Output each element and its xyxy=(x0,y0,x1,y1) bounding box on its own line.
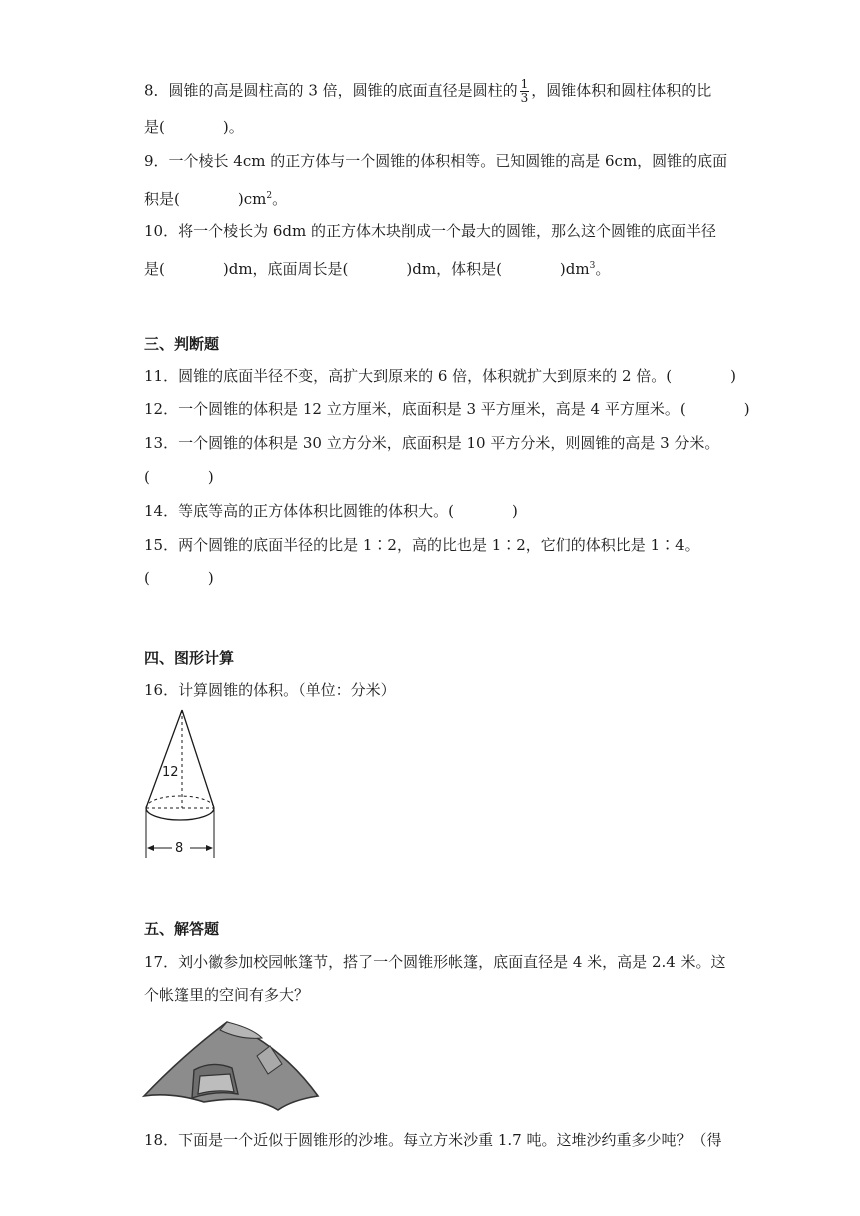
q15-text-a: 15．两个圆锥的底面半径的比是 1∶2，高的比也是 1∶2，它们的体积比是 1∶4。 xyxy=(144,536,700,554)
question-9-line1 xyxy=(144,151,727,171)
q13-text-b2: ) xyxy=(207,468,214,486)
cone-left-edge xyxy=(146,710,182,808)
q13-text-a: 13．一个圆锥的体积是 30 立方分米，底面积是 10 平方分米，则圆锥的高是 3 分米。 xyxy=(144,434,720,452)
question-13-line2 xyxy=(144,467,214,487)
q10-text-b2: )dm，底面周长是( xyxy=(222,260,349,278)
question-10-line2 xyxy=(144,256,610,279)
q18-text-a: 18．下面是一个近似于圆锥形的沙堆。每立方米沙重 1.7 吨。这堆沙约重多少吨？（得 xyxy=(144,1131,722,1149)
q9-text-b1: 积是( xyxy=(144,190,180,208)
q9-superscript: 2 xyxy=(266,191,273,201)
question-15-line2 xyxy=(144,568,214,588)
section-heading-figure-calc: 四、图形计算 xyxy=(144,649,235,667)
q9-text-b2: )cm xyxy=(237,190,267,208)
question-16 xyxy=(144,680,396,700)
q14-text-a: 14．等底等高的正方体体积比圆锥的体积大。( xyxy=(144,502,454,520)
q10-text-b3: )dm，体积是( xyxy=(406,260,502,278)
q14-text-b: ) xyxy=(511,502,518,520)
question-8-line2 xyxy=(144,117,244,137)
section-heading-judgement: 三、判断题 xyxy=(144,335,220,353)
tent-body xyxy=(144,1022,318,1110)
q10-text-b1: 是( xyxy=(144,260,165,278)
section-heading-solve: 五、解答题 xyxy=(144,920,220,938)
fraction-denominator: 3 xyxy=(520,91,529,105)
cone-base-front xyxy=(146,808,214,820)
q11-text-a: 11．圆锥的底面半径不变，高扩大到原来的 6 倍，体积就扩大到原来的 2 倍。( xyxy=(144,367,673,385)
q12-text-a: 12．一个圆锥的体积是 12 立方厘米，底面积是 3 平方厘米，高是 4 平方厘米。( xyxy=(144,400,686,418)
q12-text-b: ) xyxy=(743,400,750,418)
question-17-line2 xyxy=(144,985,309,1005)
q8-text-a: 8．圆锥的高是圆柱高的 3 倍，圆锥的底面直径是圆柱的 xyxy=(144,81,518,100)
q15-text-b1: ( xyxy=(144,569,150,587)
cone-base-back xyxy=(146,796,214,808)
q9-text-a: 9．一个棱长 4cm 的正方体与一个圆锥的体积相等。已知圆锥的高是 6cm，圆锥的底面 xyxy=(144,152,728,170)
question-15-line1 xyxy=(144,535,700,555)
q8-text-b: ，圆锥体积和圆柱体积的比 xyxy=(531,81,712,100)
q10-text-a: 10．将一个棱长为 6dm 的正方体木块削成一个最大的圆锥，那么这个圆锥的底面半径 xyxy=(144,222,716,240)
cone-figure xyxy=(138,704,228,860)
diameter-label: 8 xyxy=(175,841,184,856)
q11-text-b: ) xyxy=(730,367,736,385)
question-14 xyxy=(144,501,518,521)
tent-door-icon xyxy=(198,1074,234,1094)
question-10-line1 xyxy=(144,221,716,241)
q15-text-b2: ) xyxy=(207,569,214,587)
q9-text-b3: 。 xyxy=(272,190,288,208)
q16-text: 16．计算圆锥的体积。（单位：分米） xyxy=(144,681,396,699)
q13-text-b1: ( xyxy=(144,468,150,486)
arrow-right-icon xyxy=(206,845,213,851)
question-13-line1 xyxy=(144,433,719,453)
question-12 xyxy=(144,399,750,419)
question-11 xyxy=(144,366,736,386)
q10-text-b5: 。 xyxy=(595,260,611,278)
q17-text-a: 17．刘小徽参加校园帐篷节，搭了一个圆锥形帐篷，底面直径是 4 米，高是 2.4 米。这 xyxy=(144,953,726,971)
question-18-line1 xyxy=(144,1130,721,1150)
q8-text-c2: )。 xyxy=(222,118,244,136)
q10-superscript: 3 xyxy=(589,261,596,271)
q10-text-b4: )dm xyxy=(559,260,590,278)
tent-illustration xyxy=(142,1016,322,1112)
q8-text-c1: 是( xyxy=(144,118,165,136)
arrow-left-icon xyxy=(147,845,154,851)
height-label: 12 xyxy=(162,765,179,780)
fraction-numerator: 1 xyxy=(520,77,529,91)
question-17-line1 xyxy=(144,952,726,972)
cone-right-edge xyxy=(182,710,214,808)
fraction-one-third xyxy=(520,78,530,105)
question-8-line1 xyxy=(144,78,711,105)
q17-text-b: 个帐篷里的空间有多大？ xyxy=(144,986,310,1004)
question-9-line2 xyxy=(144,186,287,209)
